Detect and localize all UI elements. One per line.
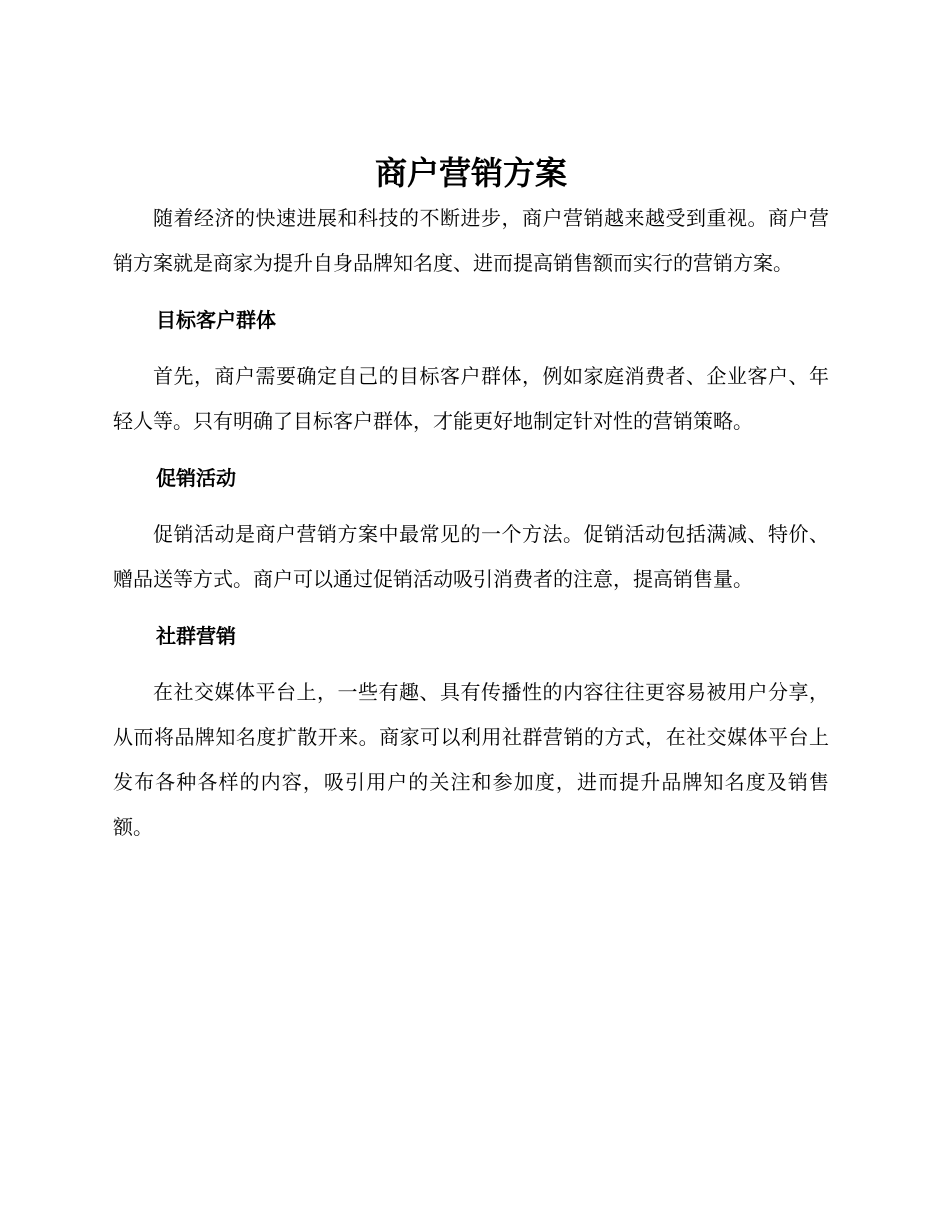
section-paragraph: 首先，商户需要确定自己的目标客户群体，例如家庭消费者、企业客户、年轻人等。只有明确了目标客户群体，才能更好地制定针对性的营销策略。 bbox=[113, 364, 829, 433]
section-community-marketing bbox=[113, 614, 829, 850]
section-paragraph: 促销活动是商户营销方案中最常见的一个方法。促销活动包括满减、特价、赠品送等方式。商户可以通过促销活动吸引消费者的注意，提高销售量。 bbox=[113, 522, 829, 591]
section-heading: 目标客户群体 bbox=[156, 308, 276, 332]
intro-paragraph: 随着经济的快速进展和科技的不断进步，商户营销越来越受到重视。商户营销方案就是商家为提升自身品牌知名度、进而提高销售额而实行的营销方案。 bbox=[113, 206, 829, 275]
section-promotions bbox=[113, 456, 829, 602]
section-heading: 社群营销 bbox=[156, 624, 236, 648]
section-target-customers bbox=[113, 298, 829, 444]
section-paragraph: 在社交媒体平台上，一些有趣、具有传播性的内容往往更容易被用户分享，从而将品牌知名度扩散开来。商家可以利用社群营销的方式，在社交媒体平台上发布各种各样的内容，吸引用户的关注和参加度，进而提升品牌知名度及销售额。 bbox=[113, 680, 829, 839]
section-heading: 促销活动 bbox=[156, 466, 236, 490]
document-title: 商户营销方案 bbox=[374, 154, 567, 192]
document-page bbox=[113, 150, 829, 850]
